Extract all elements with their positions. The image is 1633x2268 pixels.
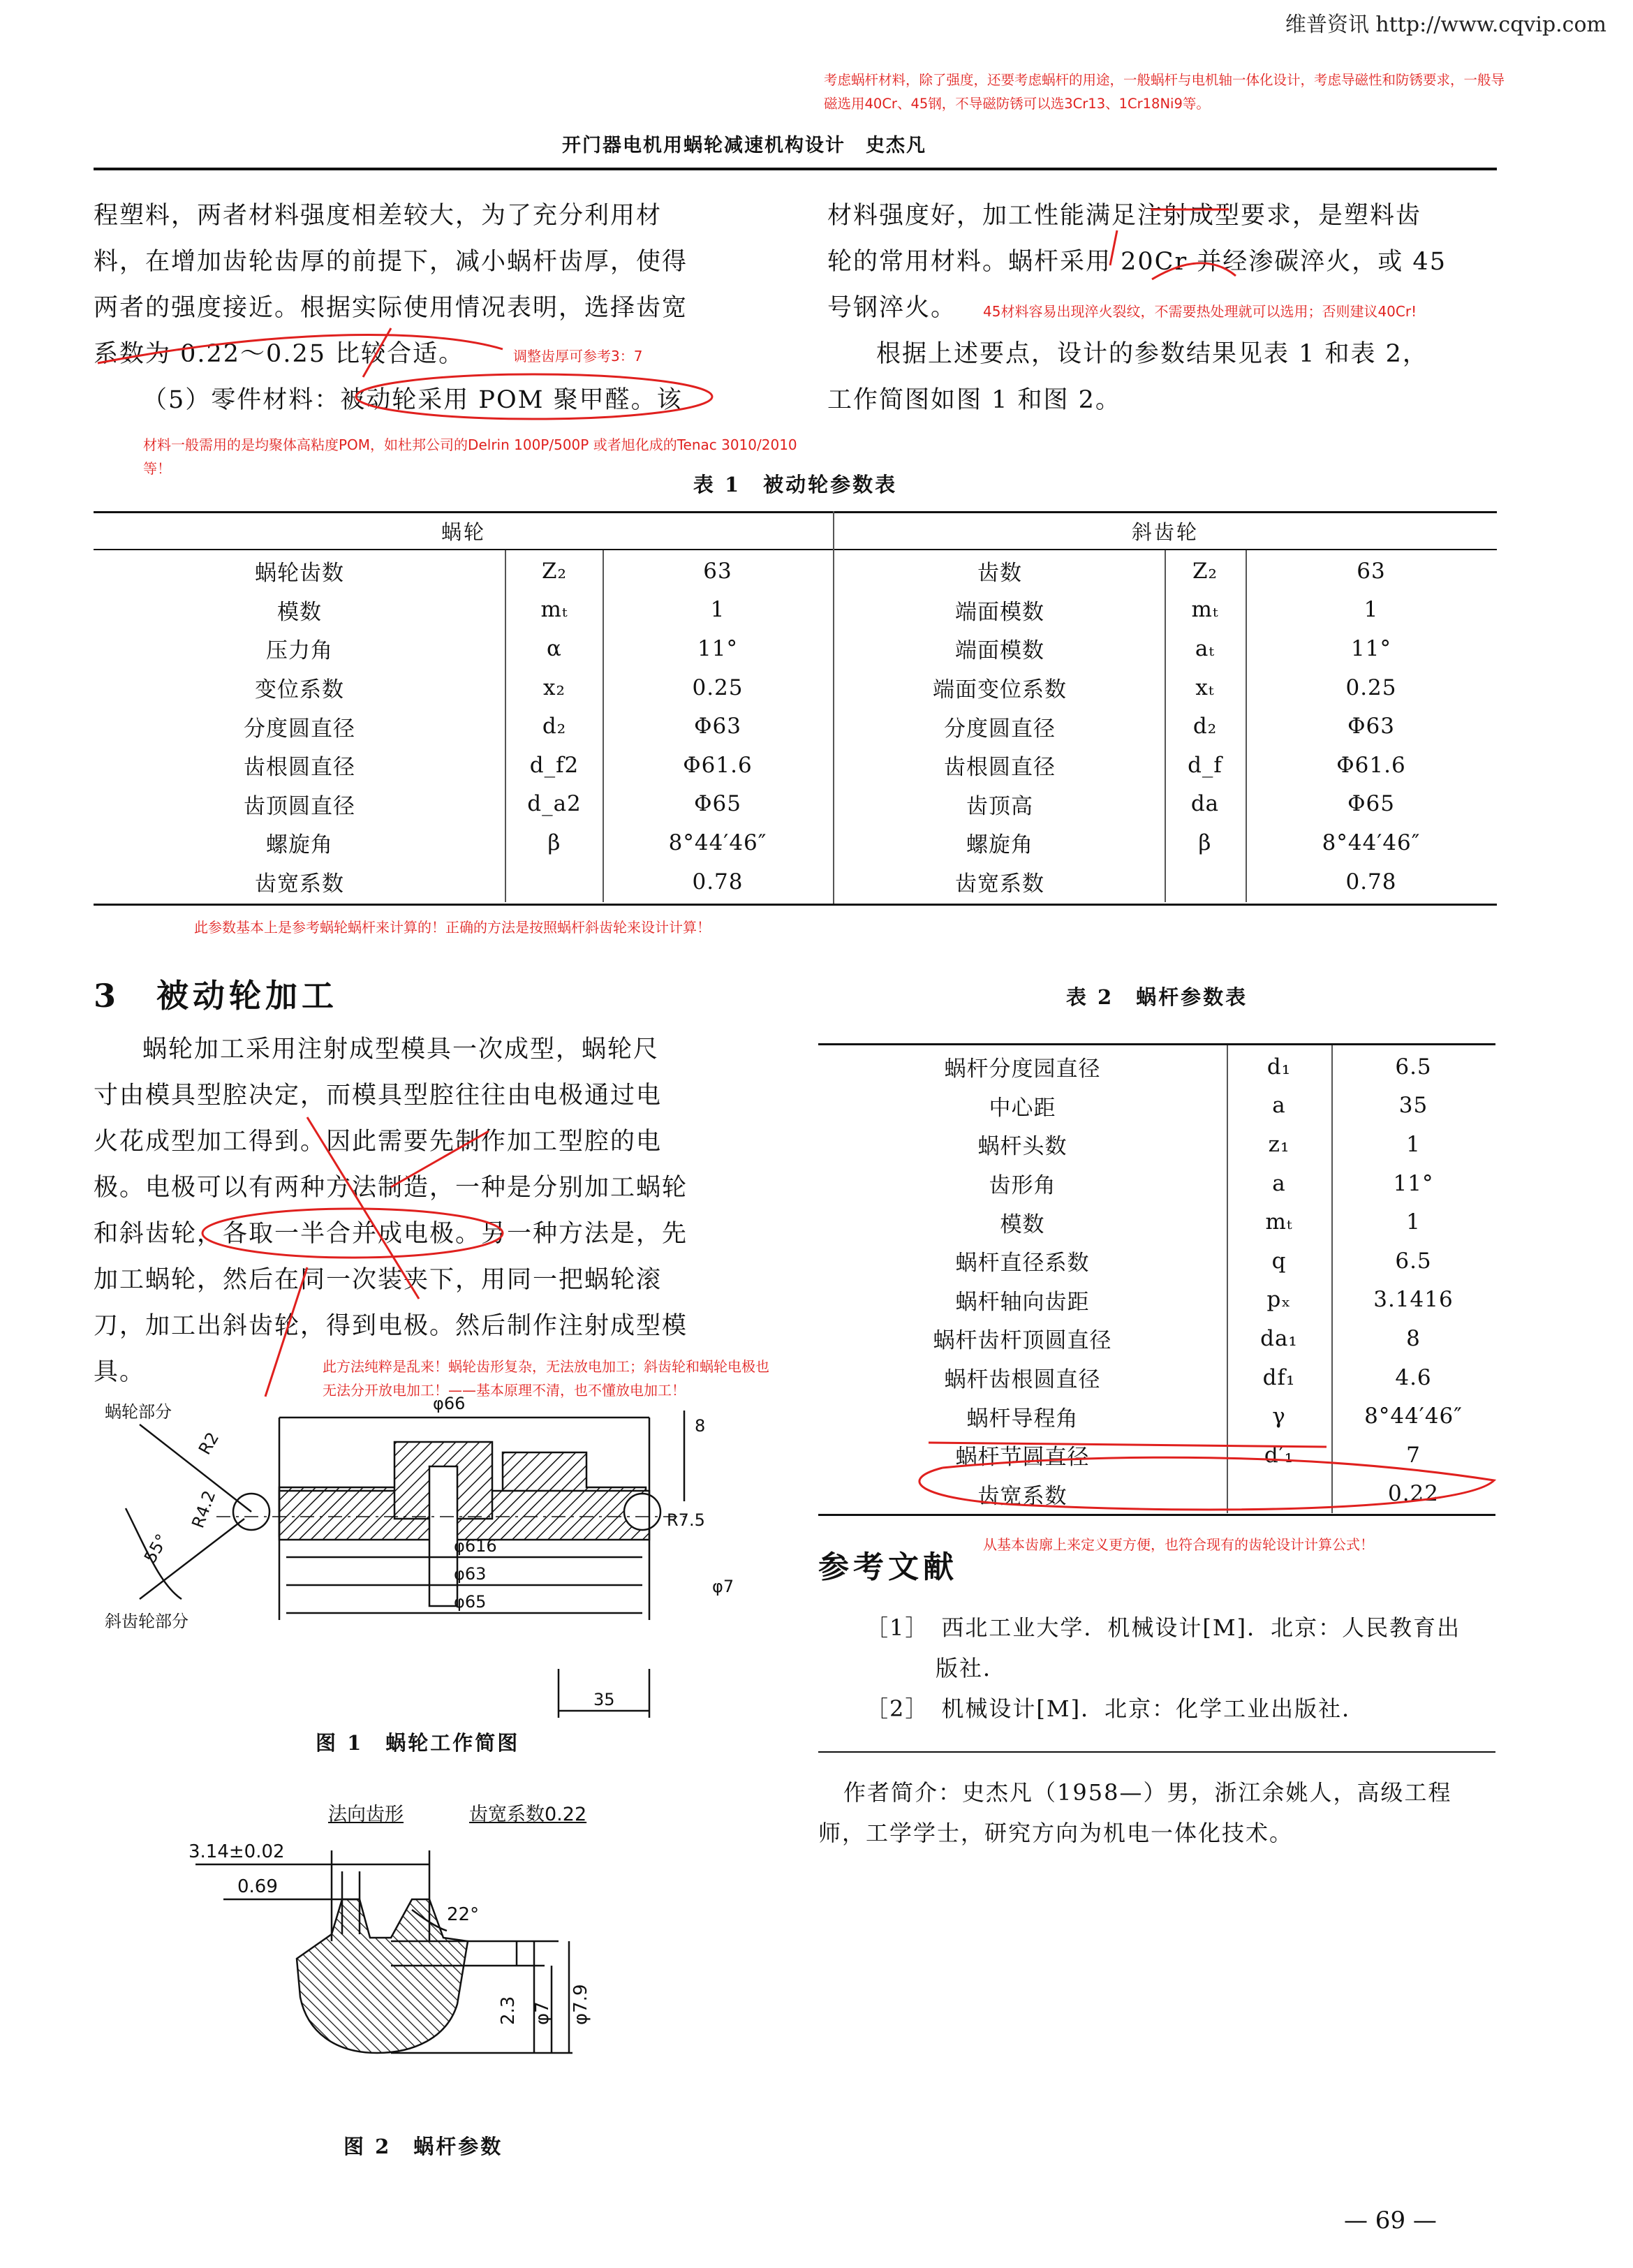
table2-row bbox=[818, 1047, 1495, 1087]
table1-left-row bbox=[94, 785, 832, 824]
param-name: 蜗杆头数 bbox=[977, 1134, 1067, 1160]
figure2-title-right: 齿宽系数0.22 bbox=[469, 1804, 587, 1825]
param-symbol: d_f2 bbox=[529, 752, 579, 778]
circle-mark bbox=[356, 374, 712, 419]
table1-right-row bbox=[835, 746, 1497, 785]
author-line: 作者简介：史杰凡（1958—）男，浙江余姚人，高级工程 bbox=[843, 1779, 1452, 1806]
param-name: 端面变位系数 bbox=[933, 677, 1067, 703]
param-name: 螺旋角 bbox=[266, 832, 333, 858]
param-symbol: da₁ bbox=[1260, 1325, 1298, 1351]
param-name: 蜗杆分度园直径 bbox=[944, 1056, 1101, 1082]
param-value: 11° bbox=[1351, 635, 1391, 661]
table2-top-rule bbox=[818, 1043, 1495, 1045]
circle-mark bbox=[202, 1209, 503, 1258]
param-name: 蜗杆节圆直径 bbox=[955, 1445, 1090, 1471]
table1-left bbox=[94, 552, 832, 901]
text-line: 工作简图如图 1 和图 2。 bbox=[827, 386, 1121, 414]
figure2-dim-d79: φ7.9 bbox=[570, 1984, 591, 2025]
table1-right-row bbox=[835, 668, 1497, 707]
figure2-dim-angle: 22° bbox=[447, 1904, 480, 1925]
table1-right-row bbox=[835, 552, 1497, 591]
table2-row bbox=[818, 1319, 1495, 1358]
param-symbol: d_a2 bbox=[527, 791, 582, 817]
table2-row bbox=[818, 1358, 1495, 1397]
param-value: 8°44′46″ bbox=[1322, 830, 1421, 855]
param-symbol: d_f bbox=[1188, 752, 1222, 778]
strike-mark bbox=[929, 1443, 1327, 1447]
table1-right-row bbox=[835, 591, 1497, 630]
param-symbol: β bbox=[547, 830, 561, 855]
param-name: 变位系数 bbox=[255, 677, 344, 703]
param-symbol bbox=[1165, 862, 1246, 901]
figure2-dim-pitch: 3.14±0.02 bbox=[189, 1843, 285, 1862]
text-line: 根据上述要点，设计的参数结果见表 1 和表 2， bbox=[876, 340, 1428, 368]
text-line: 刀，加工出斜齿轮，得到电极。然后制作注射成型模 bbox=[94, 1312, 688, 1340]
param-name: 蜗杆轴向齿距 bbox=[955, 1289, 1090, 1315]
annotation-face-width: 从基本齿廓上来定义更方便，也符合现有的齿轮设计计算公式！ bbox=[983, 1536, 1374, 1553]
figure1-dim-d63: φ63 bbox=[454, 1564, 487, 1584]
text-line: 和斜齿轮，各取一半合并成电极。另一种方法是，先 bbox=[94, 1220, 688, 1248]
param-symbol: mₜ bbox=[540, 597, 568, 623]
text-line: 系数为 0.22～0.25 比较合适。 bbox=[94, 340, 465, 368]
param-symbol: q bbox=[1271, 1248, 1287, 1274]
running-title: 开门器电机用蜗轮减速机构设计 史杰凡 bbox=[562, 135, 926, 156]
param-name: 蜗轮齿数 bbox=[255, 561, 344, 587]
table2-row bbox=[818, 1087, 1495, 1126]
table1-top-rule bbox=[94, 511, 1497, 513]
strike-mark bbox=[391, 1131, 489, 1187]
param-value: 1 bbox=[1406, 1131, 1421, 1157]
text-line: 火花成型加工得到。因此需要先制作加工型腔的电 bbox=[94, 1128, 663, 1156]
param-name: 端面模数 bbox=[955, 599, 1044, 625]
strike-mark bbox=[307, 1117, 419, 1299]
param-value: 0.25 bbox=[1345, 675, 1397, 700]
param-symbol: xₜ bbox=[1195, 675, 1215, 700]
param-symbol: x₂ bbox=[543, 675, 566, 700]
table1-left-row bbox=[94, 746, 832, 785]
table1-col-line bbox=[1165, 550, 1166, 902]
table1-right-row bbox=[835, 785, 1497, 824]
table1-right-row bbox=[835, 629, 1497, 668]
figure1-dim-d66: φ66 bbox=[433, 1394, 466, 1413]
param-name: 齿根圆直径 bbox=[244, 755, 355, 781]
param-value: 1 bbox=[710, 597, 725, 623]
param-value: 6.5 bbox=[1395, 1248, 1432, 1274]
table2-caption: 表 2 蜗杆参数表 bbox=[1065, 985, 1248, 1009]
author-bio bbox=[818, 1772, 1495, 1853]
references-heading: 参考文献 bbox=[818, 1549, 958, 1585]
annotation-worm-material: 考虑蜗杆材料，除了强度，还要考虑蜗杆的用途，一般蜗杆与电机轴一体化设计，考虑导磁性和防锈要求，一般导磁选用40Cr、45钢，不导磁防锈可以选3Cr13、1Cr18Ni9等。 bbox=[824, 72, 1505, 112]
detail-circle bbox=[624, 1494, 660, 1530]
param-name: 中心距 bbox=[989, 1095, 1056, 1121]
param-value: 8°44′46″ bbox=[668, 830, 767, 855]
author-line: 师，工学学士，研究方向为机电一体化技术。 bbox=[818, 1820, 1294, 1846]
param-name: 齿形角 bbox=[989, 1173, 1056, 1199]
param-name: 分度圆直径 bbox=[944, 716, 1056, 742]
text-line: 材料强度好，加工性能满足注射成型要求，是塑料齿 bbox=[827, 202, 1422, 230]
strike-mark bbox=[1110, 230, 1117, 265]
param-symbol: Z₂ bbox=[542, 558, 567, 584]
table2-row bbox=[818, 1242, 1495, 1281]
param-value: Φ63 bbox=[1347, 714, 1395, 739]
text-line: 蜗轮加工采用注射成型模具一次成型，蜗轮尺 bbox=[142, 1036, 660, 1063]
references-rule bbox=[818, 1751, 1495, 1753]
annotation-tooth-ratio: 调整齿厚可参考3：7 bbox=[513, 348, 643, 364]
table1-left-row bbox=[94, 591, 832, 630]
text-line: 加工蜗轮，然后在同一次装夹下，用同一把蜗轮滚 bbox=[94, 1266, 663, 1294]
param-value: 11° bbox=[697, 635, 738, 661]
param-value: 63 bbox=[703, 558, 732, 584]
figure1-dim-angle55: 55° bbox=[140, 1531, 172, 1566]
table2-row bbox=[818, 1164, 1495, 1203]
table1-mid-rule bbox=[94, 549, 1497, 550]
param-value: 7 bbox=[1406, 1442, 1421, 1468]
param-name: 螺旋角 bbox=[966, 832, 1033, 858]
table2-row bbox=[818, 1281, 1495, 1320]
annotation-pom: 材料一般需用的是均聚体高粘度POM，如杜邦公司的Delrin 100P/500P 或者旭化成的Tenac 3010/2010等！ bbox=[143, 436, 797, 477]
param-value: 1 bbox=[1364, 597, 1379, 623]
figure1-dim-8: 8 bbox=[695, 1416, 706, 1436]
table1-left-row bbox=[94, 823, 832, 862]
table1-group-helical-gear: 斜齿轮 bbox=[1131, 520, 1199, 544]
text-line: 寸由模具型腔决定，而模具型腔往往由电极通过电 bbox=[94, 1082, 663, 1110]
annotation-electrode: 此方法纯粹是乱来！蜗轮齿形复杂，无法放电加工；斜齿轮和蜗轮电极也无法分开放电加工！——基本原理不清，也不懂放电加工！ bbox=[323, 1358, 769, 1399]
circle-mark bbox=[919, 1457, 1494, 1510]
param-value: 0.78 bbox=[692, 869, 744, 894]
table1-col-line bbox=[603, 550, 604, 902]
param-value: 0.78 bbox=[1345, 869, 1397, 894]
table1-bottom-rule bbox=[94, 904, 1497, 906]
param-symbol bbox=[505, 862, 603, 901]
table2-row bbox=[818, 1125, 1495, 1164]
table1-left-row bbox=[94, 707, 832, 746]
pointer-line bbox=[265, 1267, 307, 1397]
param-name: 蜗杆直径系数 bbox=[955, 1251, 1090, 1276]
param-value: 11° bbox=[1393, 1170, 1434, 1196]
param-value: 4.6 bbox=[1395, 1364, 1432, 1390]
param-name: 蜗杆齿根圆直径 bbox=[944, 1367, 1101, 1393]
reference-item: 版社． bbox=[936, 1655, 1007, 1681]
section-heading: 3 被动轮加工 bbox=[94, 977, 339, 1015]
param-symbol: mₜ bbox=[1191, 597, 1219, 623]
param-name: 齿顶高 bbox=[966, 793, 1033, 819]
figure1-dim-d7: φ7 bbox=[712, 1577, 734, 1596]
table1-left-row bbox=[94, 668, 832, 707]
param-name: 模数 bbox=[277, 599, 322, 625]
param-value: 0.25 bbox=[692, 675, 744, 700]
table1-divider bbox=[833, 511, 834, 904]
param-symbol: a bbox=[1272, 1170, 1286, 1196]
figure1-dim-r2: R2 bbox=[194, 1429, 223, 1458]
figure1-dim-r42: R4.2 bbox=[188, 1487, 220, 1531]
param-name: 蜗杆导程角 bbox=[966, 1406, 1079, 1431]
strike-mark bbox=[1152, 263, 1236, 279]
figure2-dim-d7: φ7 bbox=[532, 2001, 553, 2025]
param-symbol: a bbox=[1272, 1093, 1286, 1119]
table1-right-row bbox=[835, 707, 1497, 746]
param-name: 齿宽系数 bbox=[955, 871, 1044, 897]
param-symbol: df₁ bbox=[1262, 1364, 1296, 1390]
param-symbol: d₁ bbox=[1266, 1054, 1292, 1080]
param-symbol: pₓ bbox=[1266, 1287, 1292, 1313]
figure1-drawing bbox=[105, 1390, 768, 1760]
annotation-marks-section3 bbox=[0, 1089, 782, 1424]
param-symbol: mₜ bbox=[1265, 1209, 1293, 1235]
param-name: 压力角 bbox=[266, 638, 333, 664]
figure1-dim-r75: R7.5 bbox=[667, 1510, 705, 1530]
table1-right-row bbox=[835, 862, 1497, 901]
param-name: 齿根圆直径 bbox=[944, 755, 1056, 781]
underline-mark bbox=[98, 335, 503, 363]
param-symbol: α bbox=[547, 635, 562, 661]
table2-row bbox=[818, 1397, 1495, 1436]
reference-list bbox=[866, 1607, 1494, 1729]
figure2-title-left: 法向齿形 bbox=[328, 1804, 404, 1825]
table1-caption: 表 1 被动轮参数表 bbox=[693, 473, 898, 496]
param-value: 63 bbox=[1357, 558, 1386, 584]
text-line: 轮的常用材料。蜗杆采用 20Cr 并经渗碳淬火，或 45 bbox=[827, 248, 1447, 276]
param-name: 齿顶圆直径 bbox=[244, 793, 355, 819]
param-symbol: β bbox=[1198, 830, 1212, 855]
param-symbol: da bbox=[1190, 791, 1220, 817]
param-symbol: z₁ bbox=[1268, 1131, 1290, 1157]
param-value: 8°44′46″ bbox=[1364, 1404, 1463, 1429]
text-line: 料，在增加齿轮齿厚的前提下，减小蜗杆齿厚，使得 bbox=[94, 248, 688, 276]
param-name: 模数 bbox=[1000, 1212, 1045, 1237]
figure1-label-worm-part: 蜗轮部分 bbox=[105, 1402, 172, 1422]
figure2-caption: 图 2 蜗杆参数 bbox=[343, 2135, 503, 2158]
annotation-table1: 此参数基本上是参考蜗轮蜗杆来计算的！正确的方法是按照蜗杆斜齿轮来设计计算！ bbox=[194, 919, 711, 936]
param-value: Φ61.6 bbox=[683, 752, 753, 778]
param-value: 35 bbox=[1398, 1093, 1428, 1119]
table2-row bbox=[818, 1202, 1495, 1242]
figure1-dim-d616: φ616 bbox=[454, 1536, 497, 1556]
text-line: 号钢淬火。 bbox=[827, 294, 957, 322]
text-line: 具。 bbox=[94, 1358, 146, 1386]
param-symbol: d′₁ bbox=[1264, 1442, 1294, 1468]
param-value: 8 bbox=[1406, 1325, 1421, 1351]
param-name: 齿宽系数 bbox=[255, 871, 344, 897]
annotation-marks-table2 bbox=[894, 1438, 1508, 1536]
source-watermark: 维普资讯 http://www.cqvip.com bbox=[1285, 13, 1606, 37]
param-value: Φ61.6 bbox=[1336, 752, 1406, 778]
reference-item: ［1］ 西北工业大学．机械设计[M]．北京：人民教育出 bbox=[866, 1614, 1461, 1641]
param-symbol: Z₂ bbox=[1192, 558, 1218, 584]
reference-item: ［2］ 机械设计[M]．北京：化学工业出版社． bbox=[866, 1695, 1366, 1722]
param-name: 端面模数 bbox=[955, 638, 1044, 664]
param-symbol: γ bbox=[1272, 1404, 1286, 1429]
param-value: Φ63 bbox=[694, 714, 741, 739]
page-number: — 69 — bbox=[1344, 2207, 1437, 2234]
table1-right bbox=[835, 552, 1497, 901]
text-line: （5）零件材料：被动轮采用 POM 聚甲醛。该 bbox=[142, 386, 683, 414]
text-line: 极。电极可以有两种方法制造，一种是分别加工蜗轮 bbox=[94, 1174, 688, 1202]
figure1-dim-35: 35 bbox=[593, 1690, 615, 1709]
table1-left-row bbox=[94, 552, 832, 591]
table1-col-line bbox=[1246, 550, 1247, 902]
param-symbol: d₂ bbox=[542, 714, 567, 739]
figure2-drawing bbox=[182, 1843, 684, 2109]
table1-col-line bbox=[505, 550, 506, 902]
figure2-dim-tooth: 0.69 bbox=[237, 1876, 278, 1897]
figure1-caption: 图 1 蜗轮工作简图 bbox=[316, 1731, 520, 1755]
param-value: Φ65 bbox=[1347, 791, 1395, 817]
param-name: 分度圆直径 bbox=[244, 716, 355, 742]
param-value: 1 bbox=[1406, 1209, 1421, 1235]
annotation-steel45: 45材料容易出现淬火裂纹，不需要热处理就可以选用；否则建议40Cr! bbox=[983, 303, 1417, 320]
param-name: 蜗杆齿杆顶圆直径 bbox=[933, 1328, 1112, 1354]
table1-left-row bbox=[94, 629, 832, 668]
text-line: 两者的强度接近。根据实际使用情况表明，选择齿宽 bbox=[94, 294, 688, 322]
param-value: 3.1416 bbox=[1373, 1287, 1454, 1313]
param-value: 0.22 bbox=[1387, 1481, 1440, 1507]
figure2-dim-h: 2.3 bbox=[498, 1996, 519, 2025]
param-value: Φ65 bbox=[694, 791, 741, 817]
param-symbol: aₜ bbox=[1195, 635, 1215, 661]
worm-tooth-profile bbox=[297, 1899, 468, 2053]
figure1-dim-d65: φ65 bbox=[454, 1592, 487, 1612]
param-name: 齿宽系数 bbox=[977, 1483, 1067, 1509]
table1-left-row bbox=[94, 862, 832, 901]
figure1-label-helical-part: 斜齿轮部分 bbox=[105, 1612, 189, 1631]
param-symbol: d₂ bbox=[1192, 714, 1218, 739]
table1-right-row bbox=[835, 823, 1497, 862]
table1-group-worm-wheel: 蜗轮 bbox=[441, 520, 486, 544]
param-name: 齿数 bbox=[977, 561, 1022, 587]
param-value: 6.5 bbox=[1395, 1054, 1432, 1080]
text-line: 程塑料，两者材料强度相差较大，为了充分利用材 bbox=[94, 202, 663, 230]
